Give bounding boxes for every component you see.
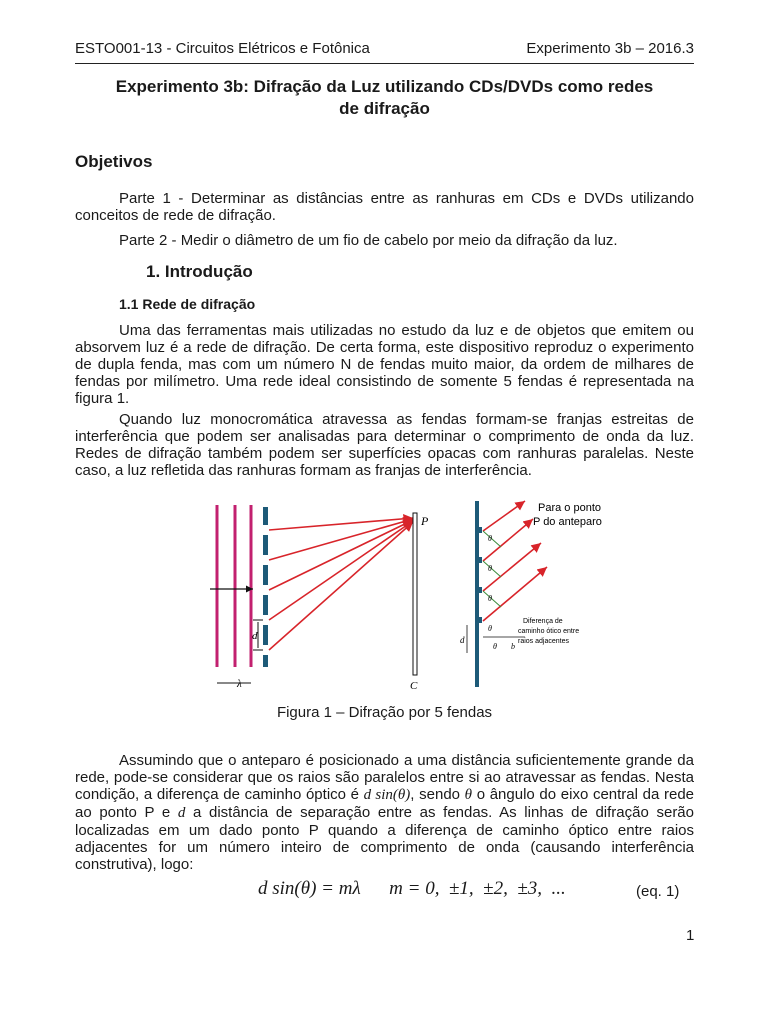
- assumindo-part1: Assumindo que o anteparo é posicionado a uma distância suficientemente grande da rede, pode-se considerar que os raios são paralelos entre si ao atravessar as fendas. Nesta condição, a diferença de caminho óptico é: [75, 752, 694, 803]
- label-d-right: d: [460, 635, 465, 645]
- document-title: [75, 76, 694, 120]
- intro-paragraph-2: [75, 411, 694, 479]
- label-P: P: [421, 514, 429, 528]
- grating-slits: [263, 507, 268, 667]
- title-line-2: de difração: [339, 99, 430, 118]
- theta-4: θ: [488, 624, 492, 633]
- header-course: ESTO001-13 - Circuitos Elétricos e Fotônica: [75, 40, 370, 57]
- title-line-1: Experimento 3b: Difração da Luz utilizando CDs/DVDs como redes: [115, 77, 654, 96]
- note-diferenca-1: Diferença de: [523, 618, 563, 625]
- label-C: C: [410, 680, 418, 692]
- section-heading-introducao: 1. Introdução: [146, 262, 253, 281]
- assumindo-d: d: [177, 805, 186, 821]
- label-d: d: [252, 630, 258, 642]
- page-number: 1: [686, 927, 695, 944]
- note-para-o-ponto-2: P do anteparo: [533, 516, 602, 528]
- theta-5: θ: [493, 642, 497, 651]
- intro-p1-text: Uma das ferramentas mais utilizadas no estudo da luz e de objetos que emitem ou absorvem luz é a rede de difração. De certa forma, este dispositivo reproduz o experimento de dupla fenda, mas com um número N de fendas muito maior, da ordem de milhares de fendas por milímetro. Uma rede ideal consistindo de somente 5 fendas é representada na figura 1.: [75, 322, 694, 407]
- intro-paragraph-1: [75, 322, 694, 407]
- parte2-text: Parte 2 - Medir o diâmetro de um fio de cabelo por meio da difração da luz.: [119, 232, 618, 249]
- equation-label: (eq. 1): [636, 883, 680, 900]
- subsection-heading-rede: 1.1 Rede de difração: [119, 296, 256, 312]
- intro-p2-text: Quando luz monocromática atravessa as fendas formam-se franjas estreitas de interferência que podem ser analisadas para determinar o comprimento de onda da luz. Redes de difração também podem ser superfícies opacas com ranhuras paralelas. Neste caso, a luz refletida das ranhuras formam as franjas de interferência.: [75, 411, 694, 479]
- wavefronts: [217, 505, 251, 667]
- diffraction-figure: [205, 497, 602, 693]
- theta-1: θ: [488, 534, 492, 543]
- note-para-o-ponto-1: Para o ponto: [538, 502, 601, 514]
- label-lambda: λ: [237, 678, 242, 690]
- figure-caption: Figura 1 – Difração por 5 fendas: [276, 704, 493, 721]
- header-experiment: Experimento 3b – 2016.3: [526, 40, 694, 57]
- note-diferenca-2: caminho ótico entre: [518, 628, 580, 635]
- assumindo-paragraph: [75, 752, 694, 873]
- path-difference-lines: [483, 531, 501, 607]
- screen: [413, 513, 417, 675]
- objetivos-parte1: [75, 190, 694, 224]
- assumindo-part2: , sendo: [410, 786, 465, 803]
- parte1-text: Parte 1 - Determinar as distâncias entre as ranhuras em CDs e DVDs utilizando conceitos de rede de difração.: [75, 190, 694, 224]
- assumindo-theta: θ: [464, 787, 473, 803]
- diffracted-rays: [269, 518, 413, 650]
- note-diferenca-3: raios adjacentes: [518, 638, 569, 645]
- header-divider: [75, 63, 694, 64]
- theta-3: θ: [488, 594, 492, 603]
- assumindo-math1: d sin(θ): [363, 787, 411, 803]
- label-b: b: [511, 642, 515, 651]
- reflective-grating: [475, 501, 482, 687]
- equation-1: d sin(θ) = mλ m = 0, ±1, ±2, ±3, ...: [258, 878, 566, 899]
- objetivos-heading: Objetivos: [75, 152, 153, 171]
- assumindo-part3: o ângulo do eixo central da rede ao ponto P e: [75, 786, 695, 821]
- theta-2: θ: [488, 564, 492, 573]
- objetivos-parte2: [75, 232, 694, 249]
- assumindo-part4: a distância de separação entre as fendas. As linhas de difração serão localizadas em um dado ponto P quando a diferença de caminho óptico entre raios adjacentes for um número inteiro de comprimento de onda (causando interferência construtiva), logo:: [75, 804, 694, 873]
